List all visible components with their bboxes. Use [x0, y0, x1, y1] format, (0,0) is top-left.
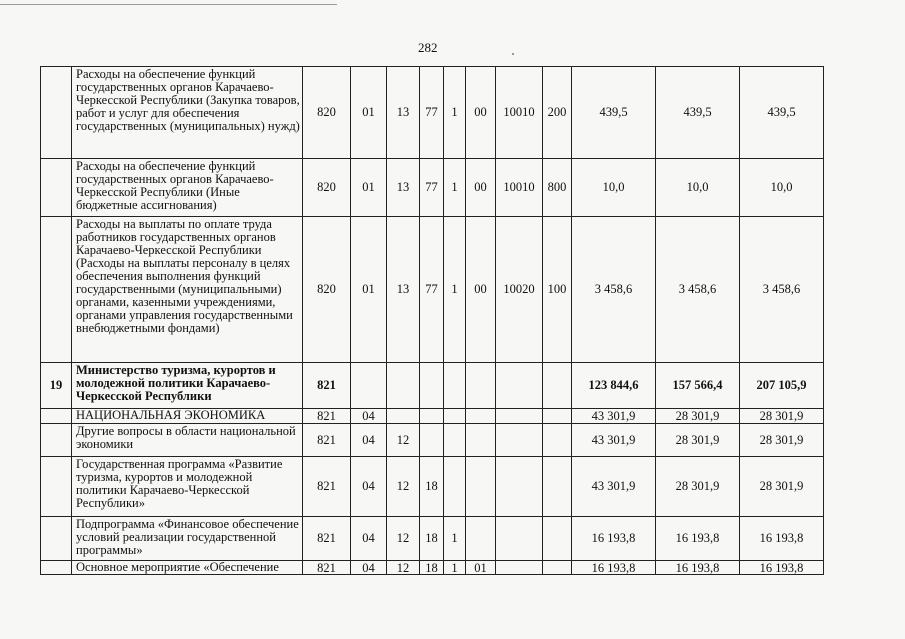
- expense-name: Расходы на выплаты по оплате труда работников государственных органов Карачаево-Черкесской Республики (Расходы на выплаты персоналу в целях обеспечения выполнения функций государственными (муниципальными) органами, казенными учреждениями, органами управления государственными внебюджетными фондами): [72, 217, 303, 363]
- subsection-code: 13: [387, 67, 420, 159]
- section-code: 04: [351, 517, 387, 561]
- row-index: [41, 424, 72, 457]
- expense-name: Подпрограмма «Финансовое обеспечение условий реализации государственной программы»: [72, 517, 303, 561]
- row-index: [41, 517, 72, 561]
- amount-year-1: 43 301,9: [572, 409, 656, 424]
- amount-year-1: 3 458,6: [572, 217, 656, 363]
- subsection-code: 12: [387, 517, 420, 561]
- direction-code: 10010: [496, 159, 543, 217]
- expense-type-code: 200: [543, 67, 572, 159]
- table-row: [41, 561, 824, 575]
- activity-code: 00: [466, 217, 496, 363]
- table-row: [41, 67, 824, 159]
- ministry-code: 821: [303, 409, 351, 424]
- expense-name: Расходы на обеспечение функций государственных органов Карачаево-Черкесской Республики (Иные бюджетные ассигнования): [72, 159, 303, 217]
- table-row: [41, 517, 824, 561]
- subprogram-code: 1: [444, 561, 466, 575]
- row-index: [41, 159, 72, 217]
- activity-code: 00: [466, 159, 496, 217]
- amount-year-3: 16 193,8: [740, 561, 824, 575]
- subsection-code: [387, 409, 420, 424]
- section-code: 01: [351, 67, 387, 159]
- activity-code: 00: [466, 67, 496, 159]
- amount-year-3: 3 458,6: [740, 217, 824, 363]
- expense-type-code: [543, 561, 572, 575]
- expense-name: Государственная программа «Развитие туризма, курортов и молодежной политики Карачаево-Черкесской Республики»: [72, 457, 303, 517]
- ministry-code: 821: [303, 457, 351, 517]
- amount-year-2: 10,0: [656, 159, 740, 217]
- expense-type-code: [543, 457, 572, 517]
- program-code: 18: [420, 517, 444, 561]
- subprogram-code: 1: [444, 159, 466, 217]
- row-index: [41, 561, 72, 575]
- amount-year-1: 439,5: [572, 67, 656, 159]
- amount-year-3: 28 301,9: [740, 409, 824, 424]
- program-code: 18: [420, 561, 444, 575]
- expense-type-code: 100: [543, 217, 572, 363]
- ministry-code: 820: [303, 159, 351, 217]
- amount-year-2: 16 193,8: [656, 561, 740, 575]
- subprogram-code: 1: [444, 217, 466, 363]
- subprogram-code: [444, 457, 466, 517]
- table-row: [41, 217, 824, 363]
- program-code: 77: [420, 217, 444, 363]
- section-code: 04: [351, 424, 387, 457]
- direction-code: 10020: [496, 217, 543, 363]
- ministry-code: 821: [303, 561, 351, 575]
- section-code: 04: [351, 457, 387, 517]
- program-code: [420, 363, 444, 409]
- subsection-code: 12: [387, 457, 420, 517]
- direction-code: [496, 517, 543, 561]
- direction-code: 10010: [496, 67, 543, 159]
- section-code: 04: [351, 561, 387, 575]
- expense-name: Министерство туризма, курортов и молодежной политики Карачаево-Черкесской Республики: [72, 363, 303, 409]
- ministry-code: 820: [303, 217, 351, 363]
- top-rule: [0, 4, 337, 5]
- amount-year-3: 28 301,9: [740, 457, 824, 517]
- direction-code: [496, 424, 543, 457]
- amount-year-1: 43 301,9: [572, 424, 656, 457]
- expense-type-code: [543, 424, 572, 457]
- activity-code: 01: [466, 561, 496, 575]
- subprogram-code: [444, 363, 466, 409]
- expense-type-code: [543, 363, 572, 409]
- expense-type-code: [543, 409, 572, 424]
- expense-type-code: 800: [543, 159, 572, 217]
- amount-year-2: 28 301,9: [656, 424, 740, 457]
- subsection-code: 13: [387, 217, 420, 363]
- amount-year-2: 28 301,9: [656, 457, 740, 517]
- activity-code: [466, 363, 496, 409]
- subsection-code: 12: [387, 424, 420, 457]
- program-code: 77: [420, 159, 444, 217]
- table-row: [41, 409, 824, 424]
- direction-code: [496, 363, 543, 409]
- activity-code: [466, 409, 496, 424]
- amount-year-1: 43 301,9: [572, 457, 656, 517]
- ministry-code: 821: [303, 517, 351, 561]
- row-index: [41, 457, 72, 517]
- table-row: [41, 424, 824, 457]
- expense-name: НАЦИОНАЛЬНАЯ ЭКОНОМИКА: [72, 409, 303, 424]
- amount-year-1: 16 193,8: [572, 517, 656, 561]
- amount-year-3: 439,5: [740, 67, 824, 159]
- activity-code: [466, 457, 496, 517]
- amount-year-2: 28 301,9: [656, 409, 740, 424]
- table-row: [41, 457, 824, 517]
- ministry-code: 820: [303, 67, 351, 159]
- subprogram-code: [444, 424, 466, 457]
- program-code: 77: [420, 67, 444, 159]
- subprogram-code: [444, 409, 466, 424]
- subprogram-code: 1: [444, 517, 466, 561]
- expense-name: Другие вопросы в области национальной экономики: [72, 424, 303, 457]
- program-code: [420, 424, 444, 457]
- direction-code: [496, 409, 543, 424]
- amount-year-2: 3 458,6: [656, 217, 740, 363]
- amount-year-2: 157 566,4: [656, 363, 740, 409]
- amount-year-2: 439,5: [656, 67, 740, 159]
- amount-year-1: 10,0: [572, 159, 656, 217]
- direction-code: [496, 561, 543, 575]
- table-row: [41, 363, 824, 409]
- amount-year-2: 16 193,8: [656, 517, 740, 561]
- page-number: 282: [418, 40, 438, 55]
- row-index: [41, 67, 72, 159]
- section-code: 01: [351, 217, 387, 363]
- program-code: 18: [420, 457, 444, 517]
- section-code: [351, 363, 387, 409]
- subsection-code: 13: [387, 159, 420, 217]
- section-code: 01: [351, 159, 387, 217]
- ministry-code: 821: [303, 363, 351, 409]
- ministry-code: 821: [303, 424, 351, 457]
- activity-code: [466, 517, 496, 561]
- amount-year-3: 16 193,8: [740, 517, 824, 561]
- section-code: 04: [351, 409, 387, 424]
- row-index: 19: [41, 363, 72, 409]
- amount-year-3: 10,0: [740, 159, 824, 217]
- expense-name: Расходы на обеспечение функций государственных органов Карачаево-Черкесской Республики (Закупка товаров, работ и услуг для обеспечения государственных (муниципальных) нужд): [72, 67, 303, 159]
- scan-speck: [512, 53, 514, 55]
- activity-code: [466, 424, 496, 457]
- subprogram-code: 1: [444, 67, 466, 159]
- subsection-code: [387, 363, 420, 409]
- budget-table: [40, 66, 824, 575]
- subsection-code: 12: [387, 561, 420, 575]
- expense-type-code: [543, 517, 572, 561]
- table-row: [41, 159, 824, 217]
- program-code: [420, 409, 444, 424]
- direction-code: [496, 457, 543, 517]
- expense-name: Основное мероприятие «Обеспечение: [72, 561, 303, 575]
- amount-year-3: 28 301,9: [740, 424, 824, 457]
- amount-year-3: 207 105,9: [740, 363, 824, 409]
- amount-year-1: 16 193,8: [572, 561, 656, 575]
- row-index: [41, 217, 72, 363]
- amount-year-1: 123 844,6: [572, 363, 656, 409]
- row-index: [41, 409, 72, 424]
